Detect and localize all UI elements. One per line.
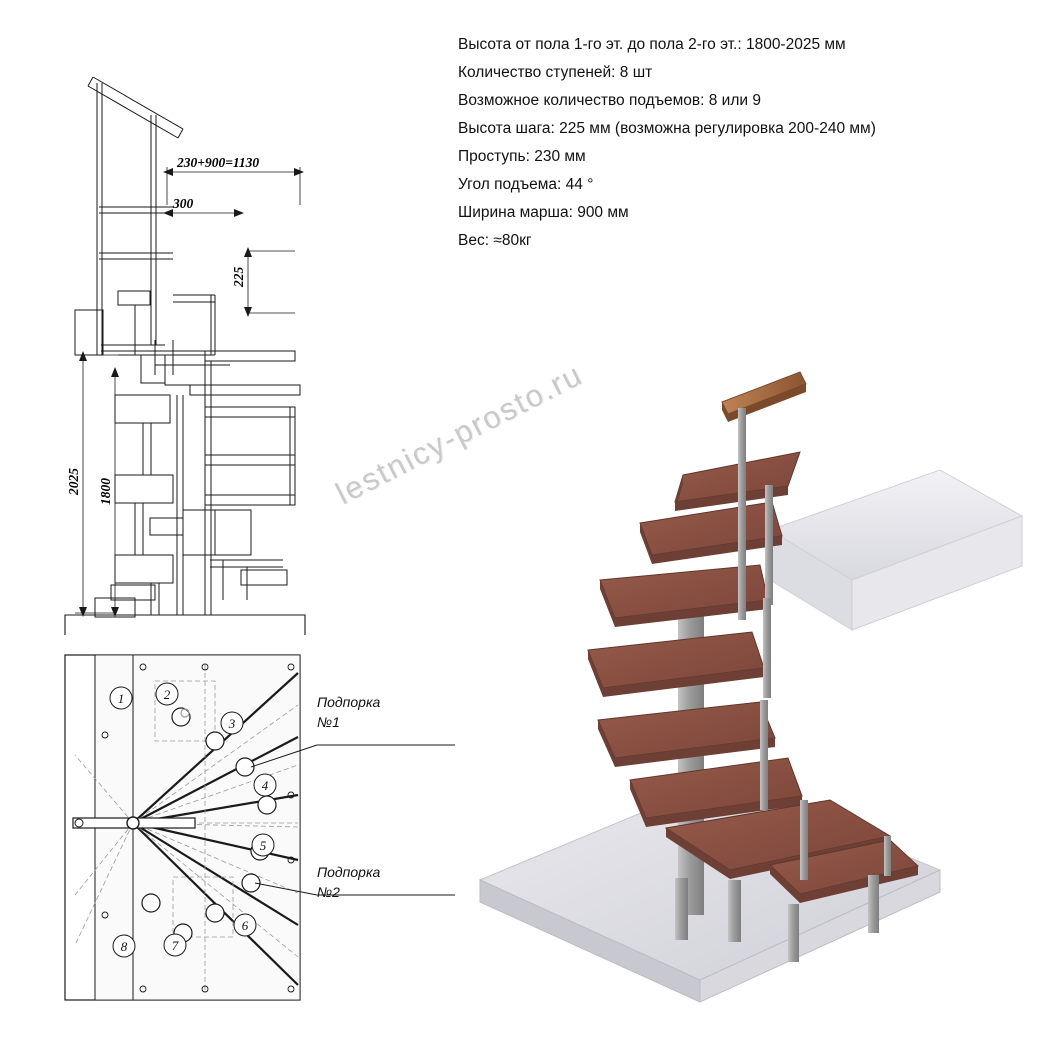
spec-line-weight: Вес: ≈80кг — [458, 232, 532, 249]
handrail-3d — [722, 372, 806, 436]
spec-line-tread-depth: Проступь: 230 мм — [458, 148, 586, 165]
watermark: lestnicy-prosto.ru — [330, 356, 589, 512]
step-number-2: 2 — [163, 687, 171, 702]
step-number-4: 4 — [261, 778, 269, 793]
support-1-label-line1: Подпорка — [317, 694, 381, 710]
landing-wall — [770, 470, 1022, 630]
center-axle — [73, 817, 195, 829]
step-number-6: 6 — [241, 918, 249, 933]
support-2-label-line2: №2 — [317, 884, 340, 900]
stair-3d-render — [470, 280, 1030, 1010]
step-number-3: 3 — [228, 716, 236, 731]
spec-line-angle: Угол подъема: 44 ° — [458, 176, 594, 193]
dim-top-label: 230+900=1130 — [177, 155, 260, 170]
spec-line-step-count: Количество ступеней: 8 шт — [458, 64, 653, 81]
step-number-7: 7 — [171, 938, 179, 953]
support-2-label-line1: Подпорка — [317, 864, 381, 880]
step-number-8: 8 — [120, 939, 128, 954]
elevation-drawing — [55, 55, 375, 635]
plan-drawing — [55, 645, 475, 1015]
specification-list — [458, 31, 1018, 255]
step-number-1: 1 — [117, 691, 125, 706]
dim-total-label: 2025 — [66, 468, 81, 495]
spec-line-possible-risers: Возможное количество подъемов: 8 или 9 — [458, 92, 761, 109]
dim-step-label: 225 — [231, 266, 246, 287]
dim-tread-label: 300 — [173, 196, 194, 211]
dim-inner-label: 1800 — [98, 478, 113, 505]
step-number-5: 5 — [259, 838, 267, 853]
spec-line-riser-height: Высота шага: 225 мм (возможна регулировка 200-240 мм) — [458, 120, 876, 137]
spec-line-floor-height: Высота от пола 1-го эт. до пола 2-го эт.: 1800-2025 мм — [458, 36, 846, 53]
support-1-label-line2: №1 — [317, 714, 340, 730]
spec-line-width: Ширина марша: 900 мм — [458, 204, 629, 221]
